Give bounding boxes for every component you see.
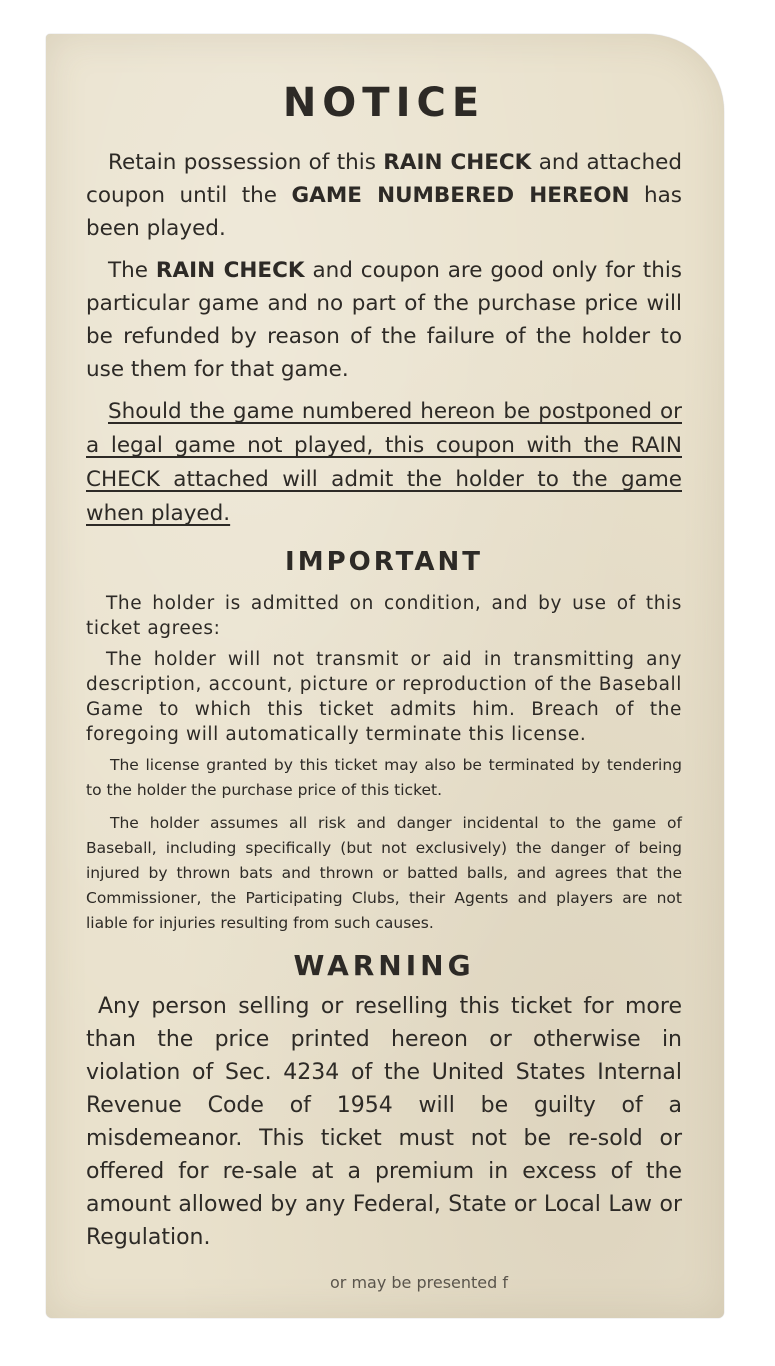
notice-p1-text-3: has been played.: [86, 183, 682, 241]
notice-p1-bold-2: GAME NUMBERED HEREON: [291, 183, 630, 208]
notice-p2-text-2: and coupon are good only for this particular game and no part of the purchase price will be refunded by reason of the failure of the holder to use them for that game.: [86, 258, 682, 382]
warning-title: WARNING: [293, 949, 475, 982]
important-paragraph-2: The holder will not transmit or aid in transmitting any description, account, picture or reproduction of the Baseball Game to which this ticket admits him. Breach of the foregoing will automatically terminate this license.: [86, 649, 682, 745]
notice-paragraph-1: [86, 146, 682, 245]
notice-paragraph-2: [86, 254, 682, 386]
rain-check-ticket: [46, 34, 724, 1318]
warning-paragraph: Any person selling or reselling this ticket for more than the price printed hereon or otherwise in violation of Sec. 4234 of the United States Internal Revenue Code of 1954 will be guilty of a misdemeanor. This ticket must not be re-sold or offered for re-sale at a premium in excess of the amount allowed by any Federal, State or Local Law or Regulation.: [86, 994, 682, 1250]
notice-title: NOTICE: [282, 80, 486, 126]
cutoff-text: [330, 1270, 630, 1282]
important-paragraph-3: The license granted by this ticket may also be terminated by tendering to the holder the purchase price of this ticket.: [86, 756, 682, 799]
important-title: IMPORTANT: [285, 547, 483, 577]
important-paragraph-4: The holder assumes all risk and danger incidental to the game of Baseball, including specifically (but not exclusively) the danger of being injured by thrown bats and thrown or batted balls, and agrees that the Commissioner, the Participating Clubs, their Agents and players are not liable for injuries resulting from such causes.: [86, 814, 682, 932]
notice-p1-text-1: Retain possession of this: [108, 150, 384, 175]
notice-p1-text-2: and attached coupon until the: [86, 150, 683, 208]
important-paragraph-1: The holder is admitted on condition, and by use of this ticket agrees:: [86, 593, 682, 639]
notice-p2-bold-1: RAIN CHECK: [155, 258, 305, 283]
notice-p2-text-1: The: [108, 258, 156, 283]
notice-p1-bold-1: RAIN CHECK: [383, 150, 532, 175]
notice-paragraph-3: Should the game numbered hereon be postponed or a legal game not played, this coupon with the RAIN CHECK attached will admit the holder to the game when played.: [86, 399, 682, 526]
